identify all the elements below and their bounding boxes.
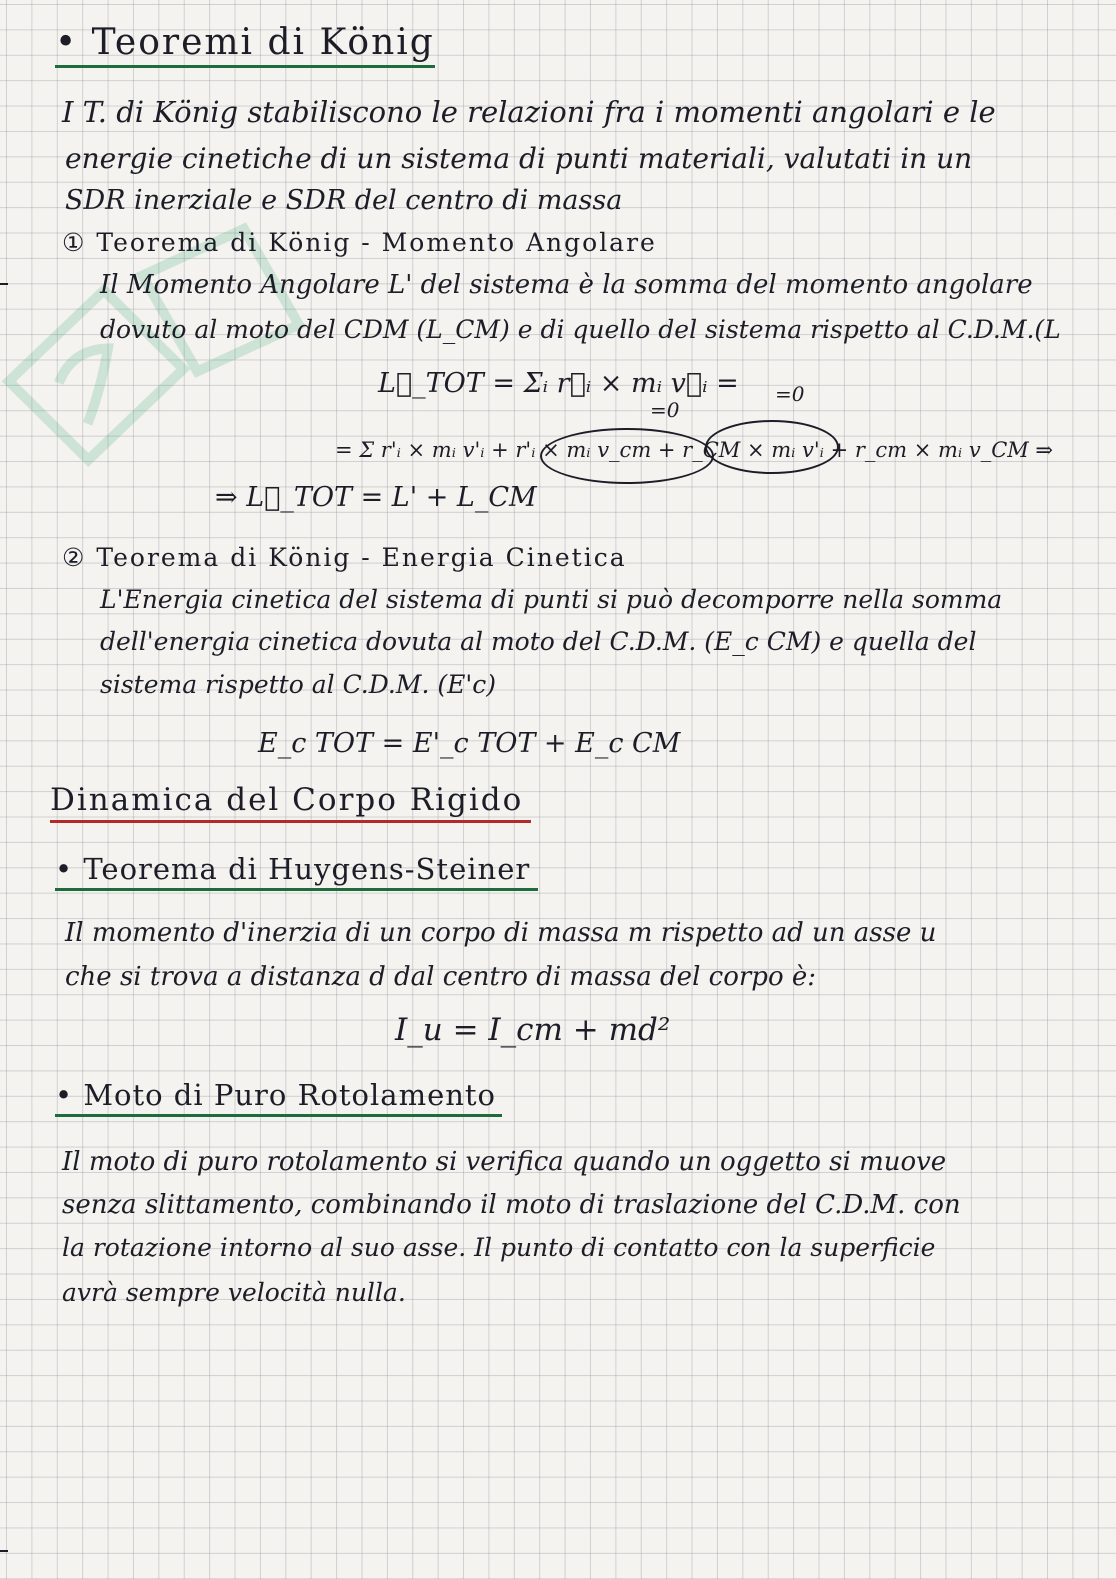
- rolling-text-line: Il moto di puro rotolamento si verifica quando un oggetto si muove: [62, 1147, 947, 1177]
- theorem1-text-line: Il Momento Angolare L' del sistema è la somma del momento angolare: [100, 270, 1033, 300]
- konig-intro-line: SDR inerziale e SDR del centro di massa: [65, 185, 623, 216]
- huygens-title: • Teorema di Huygens-Steiner: [55, 852, 538, 891]
- theorem1-equation-line: L⃗_TOT = Σᵢ r⃗ᵢ × mᵢ v⃗ᵢ =: [378, 368, 739, 399]
- theorem2-text-line: sistema rispetto al C.D.M. (E'c): [100, 670, 496, 699]
- theorem1-text-line: dovuto al moto del CDM (L_CM) e di quello del sistema rispetto al C.D.M.(L: [100, 315, 1061, 344]
- theorem2-text-line: L'Energia cinetica del sistema di punti si può decomporre nella somma: [100, 585, 1003, 614]
- konig-title: • Teoremi di König: [55, 22, 435, 68]
- cancel-circle: [540, 428, 714, 484]
- rigid-body-title: Dinamica del Corpo Rigido: [50, 782, 531, 823]
- huygens-text-line: che si trova a distanza d dal centro di massa del corpo è:: [65, 962, 817, 992]
- theorem1-equation-line: = Σ r'ᵢ × mᵢ v'ᵢ + r'ᵢ × mᵢ v_cm + r_CM × mᵢ v'ᵢ + r_cm × mᵢ v_CM ⇒: [335, 438, 1054, 462]
- zero-mark: =0: [775, 382, 805, 406]
- rolling-text-line: senza slittamento, combinando il moto di traslazione del C.D.M. con: [62, 1190, 961, 1220]
- rolling-text-line: avrà sempre velocità nulla.: [62, 1278, 406, 1307]
- rolling-text-line: la rotazione intorno al suo asse. Il punto di contatto con la superficie: [62, 1233, 936, 1262]
- huygens-equation: I_u = I_cm + md²: [395, 1012, 671, 1048]
- theorem2-text-line: dell'energia cinetica dovuta al moto del C.D.M. (E_c CM) e quella del: [100, 627, 977, 656]
- rolling-title: • Moto di Puro Rotolamento: [55, 1078, 502, 1117]
- theorem1-title: ① Teorema di König - Momento Angolare: [62, 228, 657, 257]
- margin-mark: [0, 1550, 8, 1552]
- theorem2-equation: E_c TOT = E'_c TOT + E_c CM: [258, 728, 681, 759]
- theorem1-equation-line: ⇒ L⃗_TOT = L' + L_CM: [215, 482, 537, 513]
- huygens-text-line: Il momento d'inerzia di un corpo di massa m rispetto ad un asse u: [65, 918, 937, 948]
- theorem2-title: ② Teorema di König - Energia Cinetica: [62, 543, 627, 572]
- zero-mark: =0: [650, 398, 680, 422]
- konig-intro-line: I T. di König stabiliscono le relazioni fra i momenti angolari e le: [62, 95, 996, 129]
- margin-mark: [0, 283, 8, 285]
- konig-intro-line: energie cinetiche di un sistema di punti materiali, valutati in un: [65, 142, 973, 175]
- cancel-circle: [705, 420, 839, 474]
